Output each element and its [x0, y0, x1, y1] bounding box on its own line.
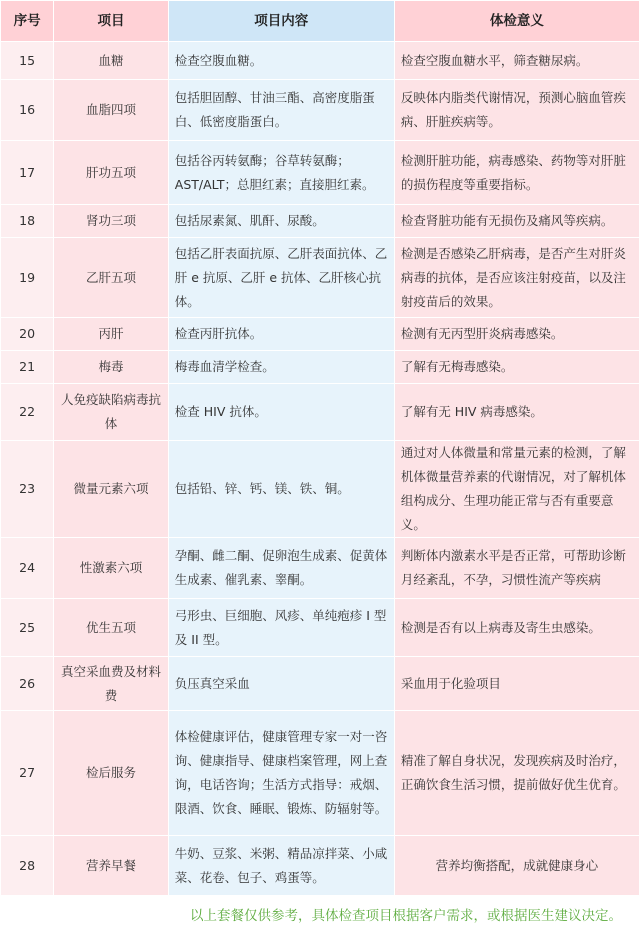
row-item: 人免疫缺陷病毒抗体 [54, 384, 169, 441]
table-row [1, 205, 640, 238]
row-no: 27 [1, 711, 54, 836]
row-no: 19 [1, 238, 54, 318]
row-no: 20 [1, 318, 54, 351]
row-meaning: 判断体内激素水平是否正常，可帮助诊断月经紊乱，不孕，习惯性流产等疾病 [394, 538, 639, 599]
table-row [1, 351, 640, 384]
row-item: 微量元素六项 [54, 441, 169, 538]
header-meaning: 体检意义 [394, 1, 639, 42]
table-header [1, 1, 640, 42]
row-item: 检后服务 [54, 711, 169, 836]
row-item: 优生五项 [54, 599, 169, 657]
row-content: 包括乙肝表面抗原、乙肝表面抗体、乙肝 e 抗原、乙肝 e 抗体、乙肝核心抗体。 [168, 238, 394, 318]
row-meaning: 检查空腹血糖水平，筛查糖尿病。 [394, 42, 639, 80]
table-row [1, 80, 640, 141]
table-row [1, 238, 640, 318]
row-meaning: 检查肾脏功能有无损伤及痛风等疾病。 [394, 205, 639, 238]
row-item: 乙肝五项 [54, 238, 169, 318]
table-row [1, 538, 640, 599]
row-item: 性激素六项 [54, 538, 169, 599]
row-meaning: 检测有无丙型肝炎病毒感染。 [394, 318, 639, 351]
row-item: 血脂四项 [54, 80, 169, 141]
row-item: 血糖 [54, 42, 169, 80]
row-content: 牛奶、豆浆、米粥、精品凉拌菜、小咸菜、花卷、包子、鸡蛋等。 [168, 836, 394, 896]
row-item: 丙肝 [54, 318, 169, 351]
header-no: 序号 [1, 1, 54, 42]
row-no: 28 [1, 836, 54, 896]
row-content: 包括尿素氮、肌酐、尿酸。 [168, 205, 394, 238]
row-meaning: 采血用于化验项目 [394, 657, 639, 711]
table-row [1, 657, 640, 711]
row-no: 24 [1, 538, 54, 599]
row-content: 包括胆固醇、甘油三酯、高密度脂蛋白、低密度脂蛋白。 [168, 80, 394, 141]
row-content: 梅毒血清学检查。 [168, 351, 394, 384]
row-content: 体检健康评估，健康管理专家一对一咨询、健康指导、健康档案管理，网上查询，电话咨询；生活方式指导：戒烟、限酒、饮食、睡眠、锻炼、防辐射等。 [168, 711, 394, 836]
table-row [1, 599, 640, 657]
row-no: 21 [1, 351, 54, 384]
row-content: 检查丙肝抗体。 [168, 318, 394, 351]
footer-note: 以上套餐仅供参考，具体检查项目根据客户需求，或根据医生建议决定。 [190, 908, 622, 924]
row-meaning: 反映体内脂类代谢情况，预测心脑血管疾病、肝脏疾病等。 [394, 80, 639, 141]
table-row [1, 384, 640, 441]
table-row [1, 42, 640, 80]
header-row [1, 1, 640, 42]
row-content: 包括铅、锌、钙、镁、铁、铜。 [168, 441, 394, 538]
row-no: 16 [1, 80, 54, 141]
row-item: 肾功三项 [54, 205, 169, 238]
table-row [1, 141, 640, 205]
row-no: 15 [1, 42, 54, 80]
row-item: 真空采血费及材料费 [54, 657, 169, 711]
row-no: 18 [1, 205, 54, 238]
row-content: 检查空腹血糖。 [168, 42, 394, 80]
row-meaning: 检测是否感染乙肝病毒，是否产生对肝炎病毒的抗体，是否应该注射疫苗，以及注射疫苗后的效果。 [394, 238, 639, 318]
row-content: 负压真空采血 [168, 657, 394, 711]
row-no: 22 [1, 384, 54, 441]
row-no: 26 [1, 657, 54, 711]
table-row [1, 836, 640, 896]
table-body [1, 42, 640, 896]
table-row [1, 441, 640, 538]
row-meaning: 了解有无梅毒感染。 [394, 351, 639, 384]
row-meaning: 营养均衡搭配，成就健康身心 [394, 836, 639, 896]
row-meaning: 通过对人体微量和常量元素的检测，了解机体微量营养素的代谢情况，对了解机体组构成分、生理功能正常与否有重要意义。 [394, 441, 639, 538]
row-no: 23 [1, 441, 54, 538]
row-meaning: 检测是否有以上病毒及寄生虫感染。 [394, 599, 639, 657]
row-no: 17 [1, 141, 54, 205]
row-meaning: 精准了解自身状况，发现疾病及时治疗，正确饮食生活习惯，提前做好优生优育。 [394, 711, 639, 836]
row-content: 孕酮、雌二酮、促卵泡生成素、促黄体生成素、催乳素、睾酮。 [168, 538, 394, 599]
row-item: 肝功五项 [54, 141, 169, 205]
row-content: 检查 HIV 抗体。 [168, 384, 394, 441]
header-item: 项目 [54, 1, 169, 42]
header-content: 项目内容 [168, 1, 394, 42]
row-meaning: 了解有无 HIV 病毒感染。 [394, 384, 639, 441]
table-row [1, 318, 640, 351]
row-content: 弓形虫、巨细胞、风疹、单纯疱疹 I 型及 II 型。 [168, 599, 394, 657]
row-item: 营养早餐 [54, 836, 169, 896]
row-meaning: 检测肝脏功能，病毒感染、药物等对肝脏的损伤程度等重要指标。 [394, 141, 639, 205]
row-content: 包括谷丙转氨酶；谷草转氨酶；AST/ALT；总胆红素；直接胆红素。 [168, 141, 394, 205]
row-no: 25 [1, 599, 54, 657]
row-item: 梅毒 [54, 351, 169, 384]
table-row [1, 711, 640, 836]
